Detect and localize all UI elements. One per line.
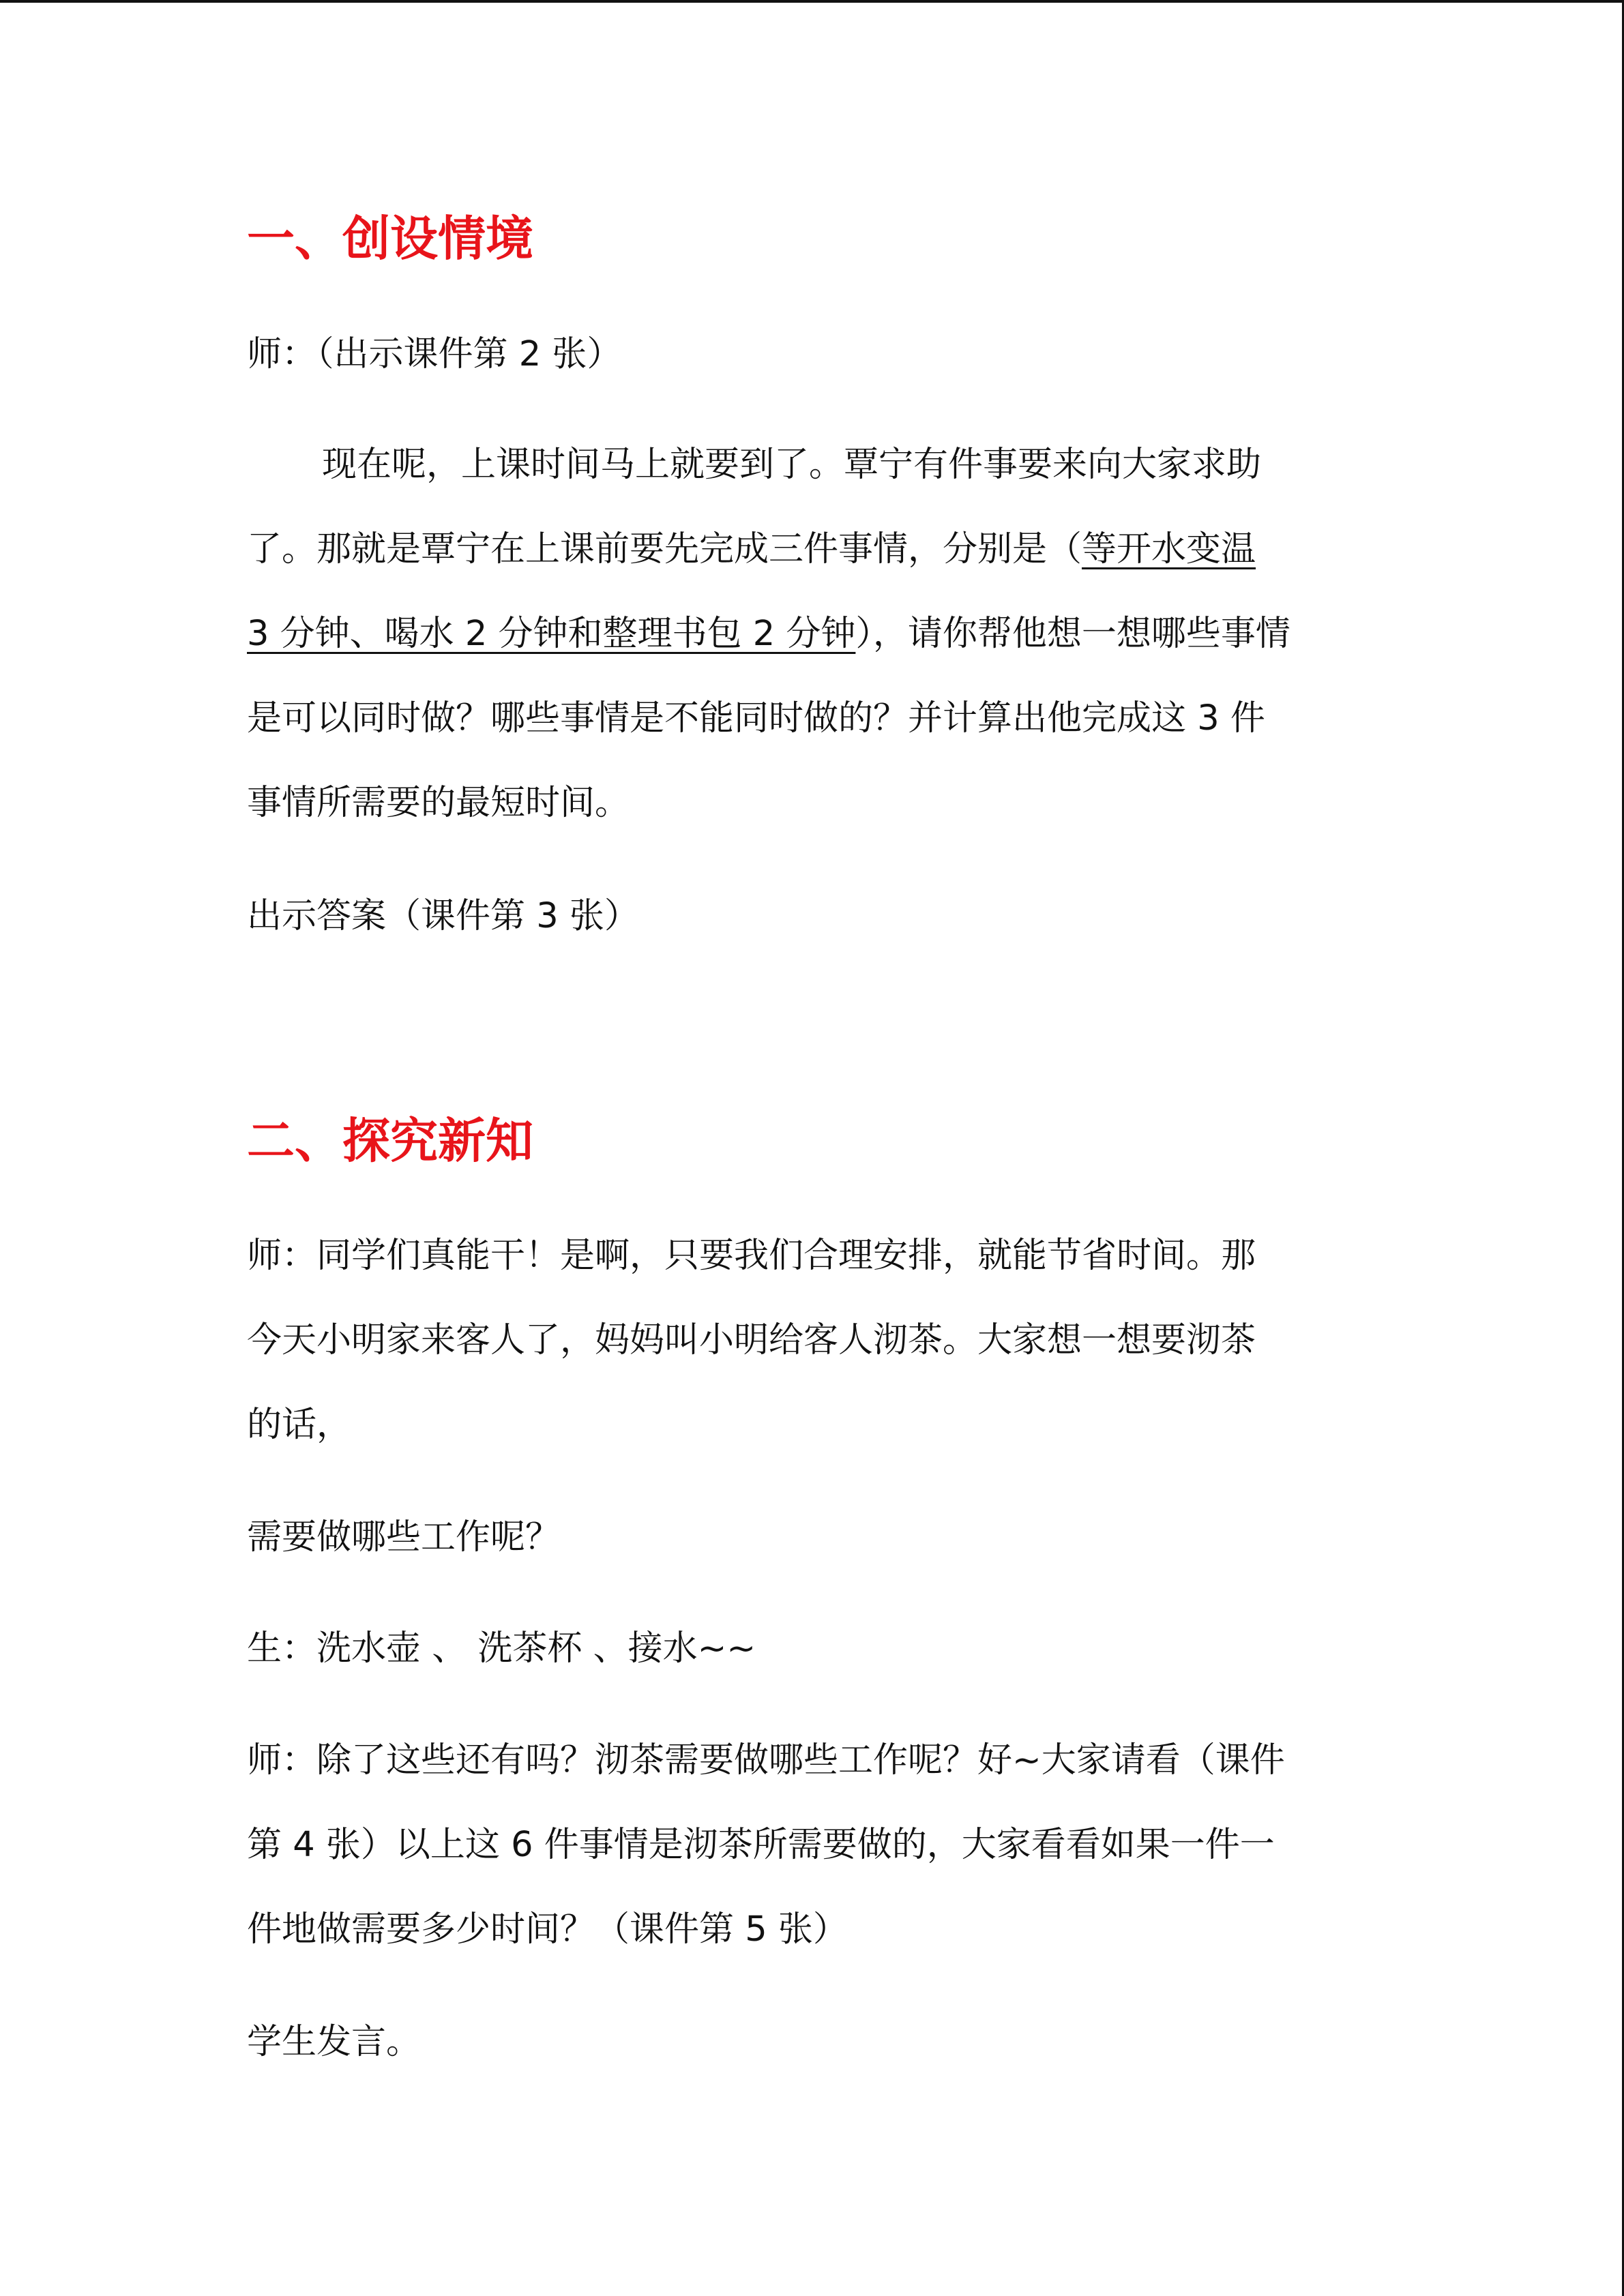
section-heading-1: 一、创设情境 [247,210,533,267]
underlined-text: 等开水变温 [1082,529,1256,569]
page-top-border [0,0,1624,3]
text-run: 了。那就是覃宁在上课前要先完成三件事情，分别是（ [247,529,1082,569]
section-heading-2: 二、探究新知 [247,1112,533,1169]
text-line: 事情所需要的最短时间。 [247,783,630,823]
text-line: 出示答案（课件第 3 张） [247,896,639,936]
student-speech-line [247,2000,1379,2085]
text-line: 是可以同时做？哪些事情是不能同时做的？并计算出他完成这 3 件 [247,698,1265,739]
teacher-courseware-paragraph [247,1718,1379,1972]
text-line: 学生发言。 [247,2022,422,2062]
text-line: 需要做哪些工作呢？ [247,1517,561,1557]
question-line [247,1495,1379,1580]
underlined-text: 3 分钟、喝水 2 分钟和整理书包 2 分钟 [247,614,856,654]
text-line: 师：（出示课件第 2 张） [247,334,622,374]
text-line [247,592,1379,676]
text-line: 件地做需要多少时间？（课件第 5 张） [247,1909,848,1950]
text-line: 今天小明家来客人了，妈妈叫小明给客人沏茶。大家想一想要沏茶 [247,1320,1256,1360]
scenario-paragraph [247,423,1379,846]
teacher-line-courseware-2 [247,312,1379,397]
text-run: ），请你帮他想一想哪些事情 [855,614,1290,654]
text-line: 现在呢，上课时间马上就要到了。覃宁有件事要来向大家求助 [322,445,1262,485]
text-line: 生：洗水壶 、 洗茶杯 、接水~~ [247,1628,756,1669]
answer-line [247,874,1379,959]
text-line: 第 4 张）以上这 6 件事情是沏茶所需要做的，大家看看如果一件一 [247,1825,1275,1865]
text-line: 的话， [247,1405,352,1445]
teacher-tea-paragraph [247,1214,1379,1467]
text-line [247,507,1379,592]
text-line: 师：同学们真能干！是啊，只要我们合理安排，就能节省时间。那 [247,1236,1256,1276]
text-line: 师：除了这些还有吗？沏茶需要做哪些工作呢？好~大家请看（课件 [247,1740,1285,1780]
student-answer-line [247,1607,1379,1691]
